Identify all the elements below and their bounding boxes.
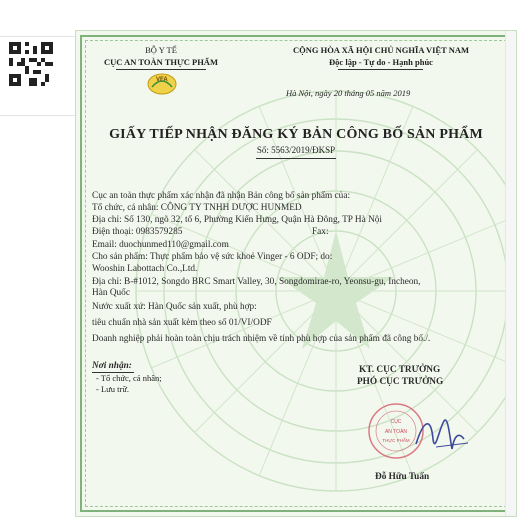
body-line: Email: duochunmed110@gmail.com	[92, 240, 229, 250]
motto: Độc lập - Tự do - Hạnh phúc	[329, 57, 433, 67]
stamp-line: AN TOÀN	[384, 429, 408, 435]
underline	[116, 69, 206, 70]
signatory-position: PHÓ CỤC TRƯỞNG	[357, 377, 444, 387]
title-rule	[256, 158, 336, 159]
recipients-heading: Nơi nhận:	[92, 361, 132, 371]
body-line: Địa chỉ: B-#1012, Songdo BRC Smart Valley, 30, Songdomirae-ro, Yeonsu-gu, Incheon,	[92, 277, 421, 287]
underline	[338, 69, 423, 70]
signatory-name: Đỗ Hữu Tuấn	[375, 472, 430, 482]
left-panel	[0, 0, 75, 530]
signatory-title: KT. CỤC TRƯỞNG	[359, 365, 441, 375]
fax-label: Fax:	[312, 227, 329, 237]
stamp-line: THỰC PHẨM	[382, 438, 410, 443]
body-line: Doanh nghiệp phải hoàn toàn chịu trách nhiệm về tính phù hợp của sản phẩm đã công bố./.	[92, 334, 431, 344]
country-name: CỘNG HÒA XÃ HỘI CHỦ NGHĨA VIỆT NAM	[292, 45, 470, 55]
scrollbar[interactable]	[505, 31, 516, 516]
body-line: Nước xuất xứ: Hàn Quốc sản xuất, phù hợp:	[92, 302, 257, 312]
place-date: Hà Nội, ngày 20 tháng 05 năm 2019	[286, 88, 411, 98]
agency-name: CỤC AN TOÀN THỰC PHẨM	[104, 57, 218, 67]
ministry-name: BỘ Y TẾ	[145, 45, 177, 55]
qr-code-icon[interactable]	[9, 42, 53, 86]
logo-text: VFA	[156, 77, 168, 83]
body-line: Cục an toàn thực phẩm xác nhận đã nhận Bản công bố sản phẩm của:	[92, 191, 351, 201]
document-title: GIẤY TIẾP NHẬN ĐĂNG KÝ BẢN CÔNG BỐ SẢN PHẨM	[109, 127, 483, 142]
body-line: Hàn Quốc	[92, 288, 130, 298]
divider	[0, 115, 75, 116]
certificate-document	[75, 30, 517, 517]
divider	[0, 36, 75, 37]
body-line: Địa chỉ: Số 130, ngõ 32, tổ 6, Phường Kiến Hưng, Quận Hà Đông, TP Hà Nội	[92, 215, 383, 225]
body-line: Tổ chức, cá nhân: CÔNG TY TNHH DƯỢC HUNMED	[92, 203, 302, 213]
recipient-item: - Tổ chức, cá nhân;	[96, 373, 162, 383]
signature-icon	[406, 409, 476, 459]
body-line: Điện thoại: 0983579285	[92, 227, 183, 237]
body-line: Wooshin Labottach Co.,Ltd.	[92, 264, 198, 274]
registration-number: Số: 5563/2019/ĐKSP	[256, 145, 336, 155]
stamp-line: CỤC	[390, 419, 402, 425]
body-line: tiêu chuẩn nhà sản xuất kèm theo số 01/VI/ODF	[92, 318, 272, 328]
body-line: Cho sản phẩm: Thực phẩm bảo vệ sức khoẻ Vinger - 6 ODF; do:	[92, 252, 333, 262]
recipient-item: - Lưu trữ.	[96, 384, 130, 394]
